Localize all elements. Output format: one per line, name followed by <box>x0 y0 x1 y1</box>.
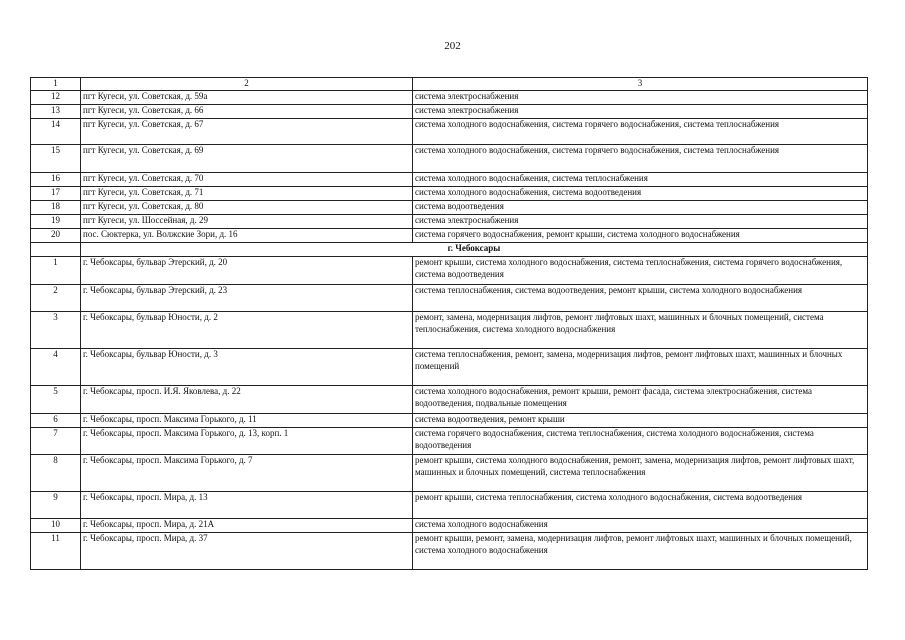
row-address: пгт Кугеси, ул. Советская, д. 67 <box>81 119 413 145</box>
table-row <box>31 492 868 519</box>
table-row <box>31 119 868 145</box>
table-row <box>31 386 868 414</box>
row-work-types: система водоотведения, ремонт крыши <box>413 414 868 428</box>
row-number: 1 <box>31 257 81 285</box>
row-number: 13 <box>31 105 81 119</box>
row-address: г. Чебоксары, бульвар Юности, д. 2 <box>81 312 413 349</box>
row-work-types: система водоотведения <box>413 201 868 215</box>
row-number: 11 <box>31 533 81 570</box>
row-work-types: система горячего водоснабжения, система теплоснабжения, система холодного водоснабжения, система водоотведения <box>413 428 868 455</box>
row-address: пгт Кугеси, ул. Советская, д. 80 <box>81 201 413 215</box>
row-work-types: система горячего водоснабжения, ремонт крыши, система холодного водоснабжения <box>413 229 868 243</box>
row-number: 14 <box>31 119 81 145</box>
row-work-types: ремонт крыши, система холодного водоснабжения, ремонт, замена, модернизация лифтов, ремонт лифтовых шахт, машинных и блочных помещений, система теплоснабжения <box>413 455 868 492</box>
row-address: пгт Кугеси, ул. Советская, д. 66 <box>81 105 413 119</box>
column-header-3: 3 <box>413 78 868 91</box>
row-work-types: система теплоснабжения, ремонт, замена, модернизация лифтов, ремонт лифтовых шахт, машинных и блочных помещений <box>413 349 868 386</box>
row-work-types: система электроснабжения <box>413 91 868 105</box>
row-number: 17 <box>31 187 81 201</box>
row-work-types: ремонт крыши, ремонт, замена, модернизация лифтов, ремонт лифтовых шахт, машинных и блочных помещений, система холодного водоснабжения <box>413 533 868 570</box>
row-work-types: ремонт, замена, модернизация лифтов, ремонт лифтовых шахт, машинных и блочных помещений, система теплоснабжения, система холодного водоснабжения <box>413 312 868 349</box>
row-work-types: система электроснабжения <box>413 215 868 229</box>
row-work-types: ремонт крыши, система теплоснабжения, система холодного водоснабжения, система водоотведения <box>413 492 868 519</box>
row-work-types: ремонт крыши, система холодного водоснабжения, система теплоснабжения, система горячего водоснабжения, система водоотведения <box>413 257 868 285</box>
table-row <box>31 349 868 386</box>
row-address: г. Чебоксары, просп. Максима Горького, д. 13, корп. 1 <box>81 428 413 455</box>
row-number: 19 <box>31 215 81 229</box>
row-work-types: система холодного водоснабжения, система теплоснабжения <box>413 173 868 187</box>
row-address: г. Чебоксары, просп. И.Я. Яковлева, д. 22 <box>81 386 413 414</box>
table-row <box>31 312 868 349</box>
row-number: 7 <box>31 428 81 455</box>
row-number: 10 <box>31 519 81 533</box>
row-address: г. Чебоксары, просп. Мира, д. 37 <box>81 533 413 570</box>
row-address: пгт Кугеси, ул. Советская, д. 69 <box>81 145 413 173</box>
table-row <box>31 229 868 243</box>
table-row <box>31 519 868 533</box>
row-address: г. Чебоксары, бульвар Этерский, д. 20 <box>81 257 413 285</box>
table-row <box>31 215 868 229</box>
table-row <box>31 428 868 455</box>
row-number: 6 <box>31 414 81 428</box>
row-number: 15 <box>31 145 81 173</box>
table-row <box>31 257 868 285</box>
row-address: г. Чебоксары, бульвар Юности, д. 3 <box>81 349 413 386</box>
row-work-types: система холодного водоснабжения <box>413 519 868 533</box>
row-address: г. Чебоксары, просп. Максима Горького, д. 11 <box>81 414 413 428</box>
table-row <box>31 91 868 105</box>
table-row <box>31 187 868 201</box>
column-header-1: 1 <box>31 78 81 91</box>
row-address: пгт Кугеси, ул. Шоссейная, д. 29 <box>81 215 413 229</box>
row-work-types: система холодного водоснабжения, система водоотведения <box>413 187 868 201</box>
row-address: г. Чебоксары, просп. Мира, д. 13 <box>81 492 413 519</box>
row-number: 2 <box>31 285 81 312</box>
row-number: 3 <box>31 312 81 349</box>
row-work-types: система электроснабжения <box>413 105 868 119</box>
row-number: 9 <box>31 492 81 519</box>
table-row <box>31 145 868 173</box>
row-work-types: система холодного водоснабжения, ремонт крыши, ремонт фасада, система электроснабжения, система водоотведения, подвальные помещения <box>413 386 868 414</box>
row-number: 16 <box>31 173 81 187</box>
table-row <box>31 285 868 312</box>
row-number: 4 <box>31 349 81 386</box>
table-row <box>31 414 868 428</box>
table-row <box>31 455 868 492</box>
row-number: 12 <box>31 91 81 105</box>
registry-table <box>30 77 868 570</box>
row-number: 20 <box>31 229 81 243</box>
row-address: г. Чебоксары, бульвар Этерский, д. 23 <box>81 285 413 312</box>
table-row <box>31 173 868 187</box>
row-address: пгт Кугеси, ул. Советская, д. 59а <box>81 91 413 105</box>
section-row <box>31 243 868 257</box>
table-row <box>31 533 868 570</box>
table-header-row <box>31 78 868 91</box>
table-row <box>31 105 868 119</box>
table-row <box>31 201 868 215</box>
row-address: пгт Кугеси, ул. Советская, д. 70 <box>81 173 413 187</box>
row-address: пос. Сюктерка, ул. Волжские Зори, д. 16 <box>81 229 413 243</box>
row-work-types: система холодного водоснабжения, система горячего водоснабжения, система теплоснабжения <box>413 119 868 145</box>
row-address: г. Чебоксары, просп. Мира, д. 21А <box>81 519 413 533</box>
page-number: 202 <box>444 40 461 52</box>
row-work-types: система теплоснабжения, система водоотведения, ремонт крыши, система холодного водоснабжения <box>413 285 868 312</box>
column-header-2: 2 <box>81 78 413 91</box>
row-address: пгт Кугеси, ул. Советская, д. 71 <box>81 187 413 201</box>
section-title: г. Чебоксары <box>81 243 868 257</box>
row-number: 8 <box>31 455 81 492</box>
row-work-types: система холодного водоснабжения, система горячего водоснабжения, система теплоснабжения <box>413 145 868 173</box>
row-address: г. Чебоксары, просп. Максима Горького, д. 7 <box>81 455 413 492</box>
row-number: 5 <box>31 386 81 414</box>
row-number: 18 <box>31 201 81 215</box>
